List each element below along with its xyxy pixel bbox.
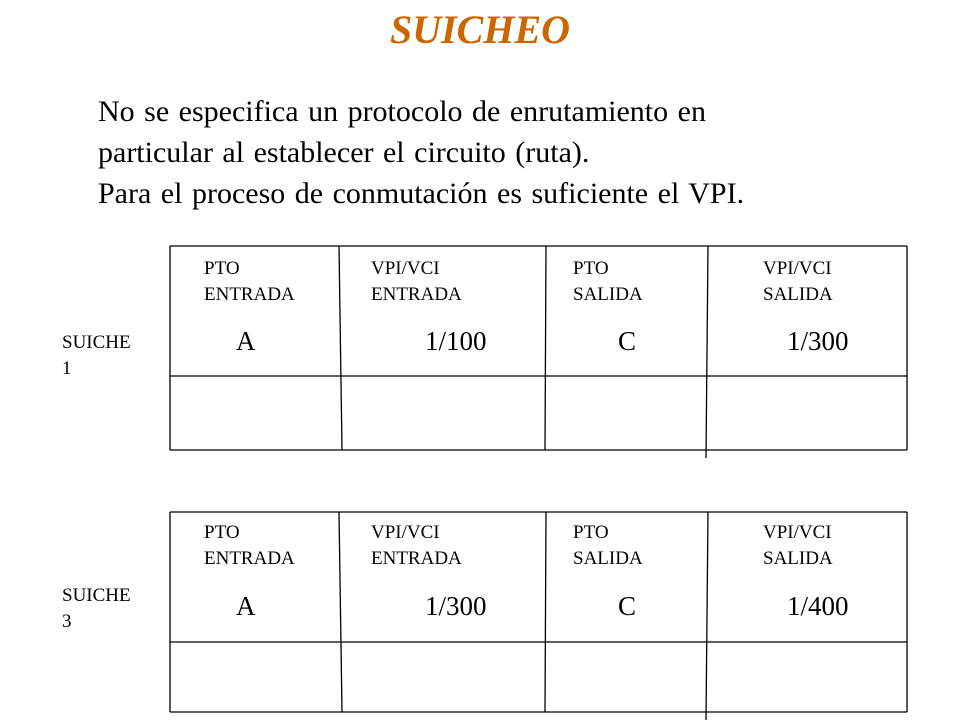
table-3-divider-3 bbox=[706, 512, 708, 720]
header-line: ENTRADA bbox=[204, 284, 295, 305]
header-line: VPI/VCI bbox=[371, 522, 440, 543]
header-line: SALIDA bbox=[573, 284, 643, 305]
header-vpi-vci-salida bbox=[763, 520, 833, 572]
intro-line-1: No se especifica un protocolo de enrutamiento en bbox=[98, 95, 706, 128]
table-1-divider-1 bbox=[339, 246, 342, 450]
header-vpi-vci-entrada bbox=[371, 520, 462, 572]
switch-label-line: SUICHE bbox=[62, 332, 131, 353]
cell-vpi-vci-out: 1/300 bbox=[787, 326, 849, 356]
header-line: VPI/VCI bbox=[371, 258, 440, 279]
header-line: ENTRADA bbox=[371, 548, 462, 569]
table-3-divider-1 bbox=[339, 512, 342, 712]
table-1-divider-3 bbox=[706, 246, 708, 458]
header-line: SALIDA bbox=[573, 548, 643, 569]
header-line: SALIDA bbox=[763, 548, 833, 569]
switch-label-3 bbox=[62, 583, 162, 635]
header-line: PTO bbox=[204, 258, 240, 279]
intro-line-3: Para el proceso de conmutación es suficiente el VPI. bbox=[98, 177, 745, 210]
switch-label-line: 3 bbox=[62, 611, 72, 632]
header-line: PTO bbox=[204, 522, 240, 543]
page-title: SUICHEO bbox=[389, 7, 571, 52]
header-vpi-vci-salida bbox=[763, 256, 833, 308]
switch-label-1 bbox=[62, 330, 162, 382]
header-pto-entrada bbox=[204, 520, 295, 572]
intro-line-2: particular al establecer el circuito (ruta). bbox=[98, 136, 590, 169]
table-1-divider-2 bbox=[545, 246, 546, 450]
switch-label-line: 1 bbox=[62, 358, 72, 379]
header-line: VPI/VCI bbox=[763, 258, 832, 279]
cell-vpi-vci-in: 1/300 bbox=[425, 591, 487, 621]
header-pto-salida bbox=[573, 520, 643, 572]
header-line: PTO bbox=[573, 522, 609, 543]
switch-label-line: SUICHE bbox=[62, 585, 131, 606]
header-line: PTO bbox=[573, 258, 609, 279]
cell-port-in: A bbox=[236, 591, 256, 621]
header-line: ENTRADA bbox=[204, 548, 295, 569]
header-vpi-vci-entrada bbox=[371, 256, 462, 308]
cell-port-in: A bbox=[236, 326, 256, 356]
header-pto-salida bbox=[573, 256, 643, 308]
header-pto-entrada bbox=[204, 256, 295, 308]
table-3-divider-2 bbox=[545, 512, 546, 712]
cell-port-out: C bbox=[618, 591, 637, 621]
cell-vpi-vci-out: 1/400 bbox=[787, 591, 849, 621]
cell-vpi-vci-in: 1/100 bbox=[425, 326, 487, 356]
cell-port-out: C bbox=[618, 326, 637, 356]
header-line: VPI/VCI bbox=[763, 522, 832, 543]
header-line: ENTRADA bbox=[371, 284, 462, 305]
header-line: SALIDA bbox=[763, 284, 833, 305]
